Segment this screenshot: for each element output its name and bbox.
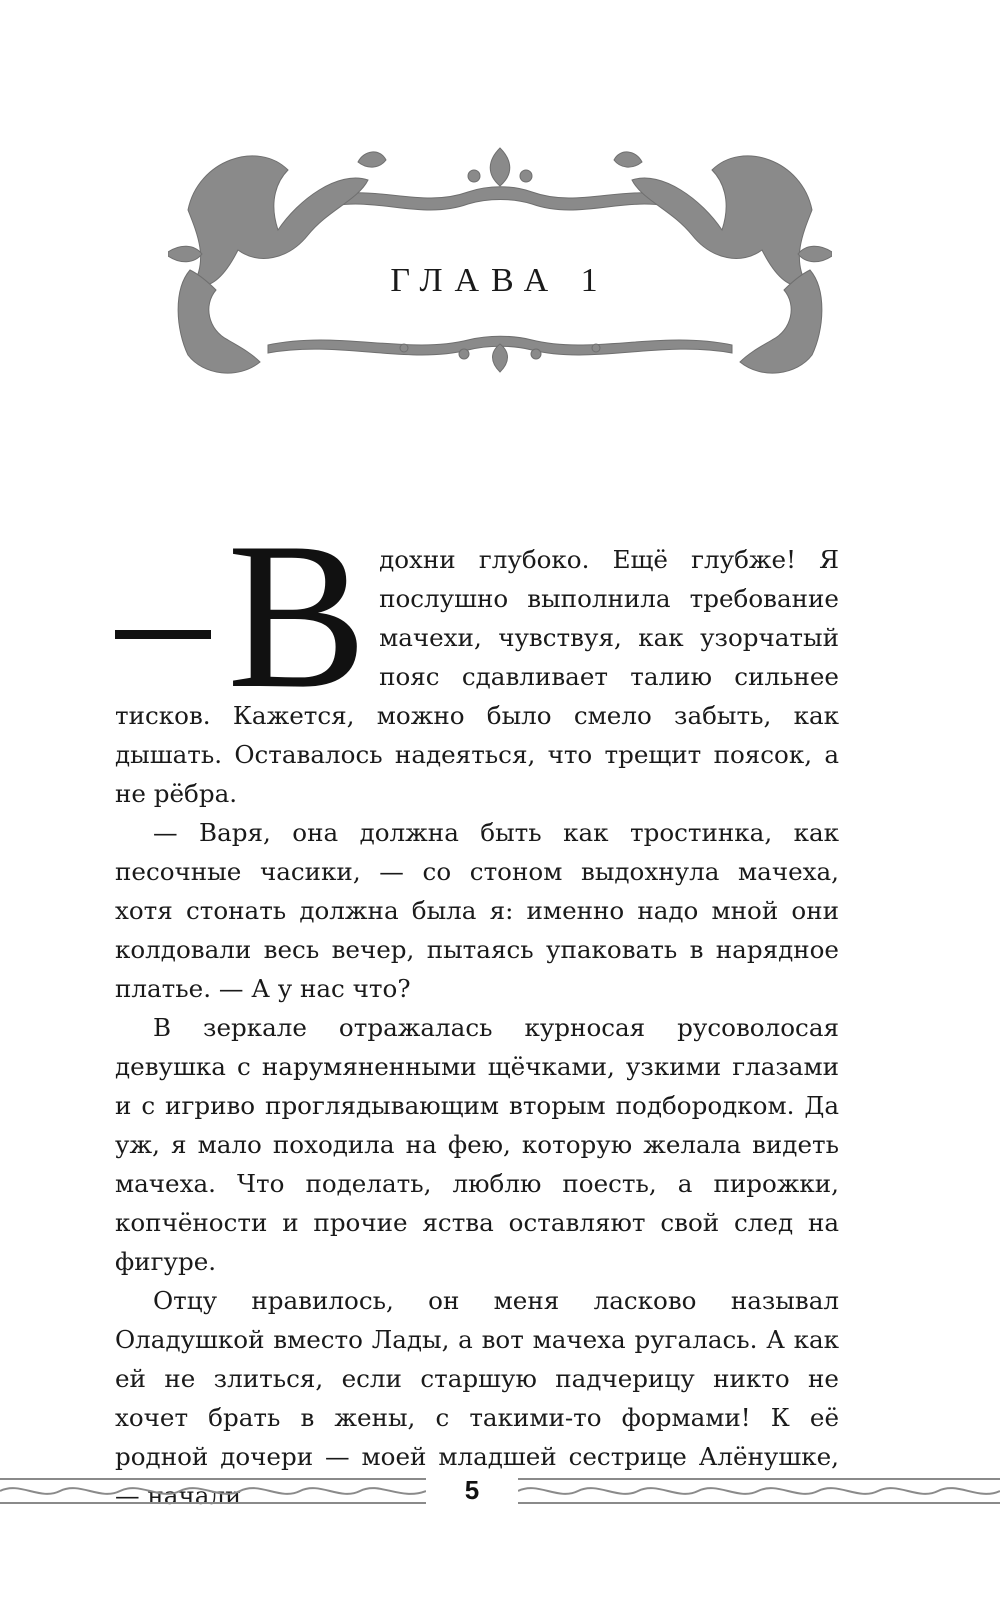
footer-ornament-right: [518, 1476, 1000, 1506]
footer-ornament-left: [0, 1476, 426, 1506]
paragraph: — Варя, она должна быть как тростинка, как песочные часики, — со стоном выдохнула мачеха, хотя стонать должна была я: именно надо мной они колдовали весь вечер, пытаясь упаковать в нарядное платье. — А у нас что?: [115, 818, 839, 1003]
vine-border-icon: [0, 1476, 426, 1506]
vine-border-icon: [518, 1476, 1000, 1506]
paragraph-text: дохни глубоко. Ещё глубже! Я послушно выполнила требование мачехи, чувствуя, как узорчатый пояс сдавливает талию сильнее тисков. Кажется, можно было смело забыть, как дышать. Оставалось надеяться, что трещит поясок, а не рёбра.: [115, 545, 839, 808]
paragraph: В зеркале отражалась курносая русоволосая девушка с нарумяненными щёчками, узкими глазами и с игриво проглядывающим вторым подбородком. Да уж, я мало походила на фею, которую желала видеть мачеха. Что поделать, люблю поесть, а пирожки, копчёности и прочие яства оставляют свой след на фигуре.: [115, 1013, 839, 1276]
page-number: 5: [464, 1475, 480, 1505]
em-dash-mark: [115, 630, 211, 639]
drop-cap-group: [115, 500, 368, 732]
paragraph: [115, 500, 839, 813]
paragraph: Отцу нравилось, он меня ласково называл Оладушкой вместо Лады, а вот мачеха ругалась. А как ей не злиться, если старшую падчерицу никто не хочет брать в жены, с такими-то формами! К её родной дочери — моей младшей сестрице Алёнушке, — начали: [115, 1286, 839, 1510]
chapter-title: ГЛАВА 1: [390, 262, 610, 299]
body-text: [115, 500, 839, 1515]
drop-cap: В: [227, 500, 368, 732]
